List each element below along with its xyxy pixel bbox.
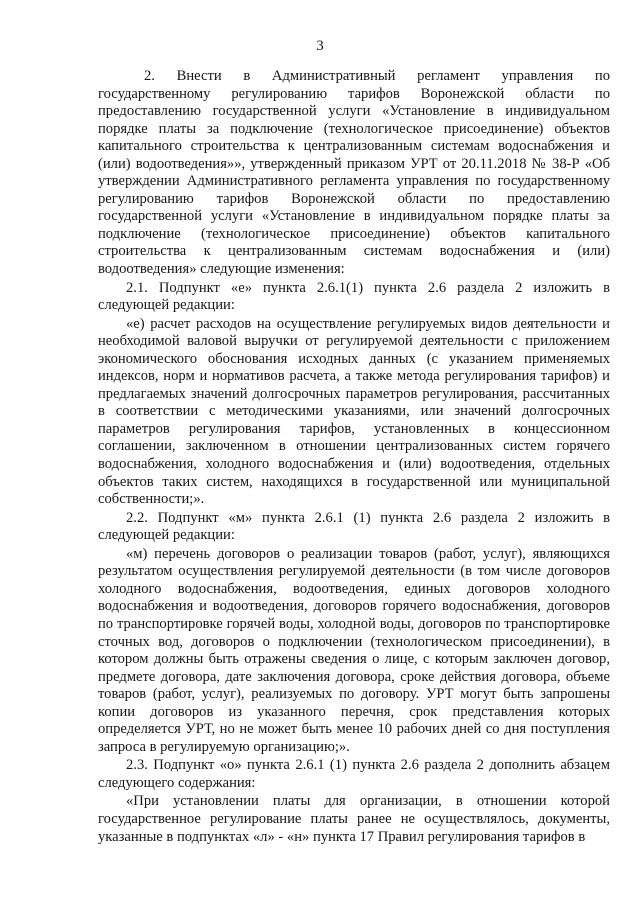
paragraph-subitem-2-2: 2.2. Подпункт «м» пункта 2.6.1 (1) пункта 2.6 раздела 2 изложить в следующей редакции:: [98, 509, 610, 544]
paragraph-quote-o: «При установлении платы для организации, в отношении которой государственное регулирование платы ранее не осуществлялось, документы, указанные в подпунктах «л» - «н» пункта 17 Правил регулирования тарифов в: [98, 793, 610, 845]
paragraph-subitem-2-3: 2.3. Подпункт «о» пункта 2.6.1 (1) пункта 2.6 раздела 2 дополнить абзацем следующего содержания:: [98, 757, 610, 791]
paragraph-quote-e: «е) расчет расходов на осуществление регулируемых видов деятельности и необходимой валовой выручки от регулируемой деятельности с приложением экономического обоснования исходных данных (с указанием применяемых индексов, норм и нормативов расчета, а также метода регулирования тарифов) и предлагаемых значений долгосрочных параметров регулирования, рассчитанных в соответствии с методическими указаниями, или значений долгосрочных параметров регулирования тарифов, установленных в концессионном соглашении, заключенном в отношении централизованных систем горячего водоснабжения, холодного водоснабжения и (или) водоотведения, отдельных объектов таких систем, находящихся в государственной или муниципальной собственности;».: [98, 315, 610, 508]
paragraph-item-2: 2. Внести в Административный регламент управления по государственному регулированию тарифов Воронежской области по предоставлению государственной услуги «Установление в индивидуальном порядке платы за подключение (технологическое присоединение) объектов капитального строительства к централизованным системам водоснабжения и (или) водоотведения»», утвержденный приказом УРТ от 20.11.2018 № 38-Р «Об утверждении Административного регламента управления по государственному регулированию тарифов Воронежской области по предоставлению государственной услуги «Установление в индивидуальном порядке платы за подключение (технологическое присоединение) объектов капитального строительства к централизованным системам водоснабжения и (или) водоотведения» следующие изменения:: [98, 68, 610, 278]
document-body: [98, 68, 610, 847]
paragraph-quote-m: «м) перечень договоров о реализации товаров (работ, услуг), являющихся результатом осуществления регулируемой деятельности (в том числе договоров холодного водоснабжения, водоотведения, единых договоров холодного водоснабжения и водоотведения, договоров горячего водоснабжения, договоров по транспортировке горячей воды, холодной воды, договоров по транспортировке сточных вод, договоров о подключении (технологическом присоединении), в котором должны быть отражены сведения о лице, с которым заключен договор, предмете договора, дате заключения договора, сроке действия договора, объеме товаров (работ, услуг), реализуемых по договору. УРТ могут быть запрошены копии договоров из указанного перечня, срок представления которых определяется УРТ, но не может быть менее 10 рабочих дней со дня поступления запроса в регулируемую организацию;».: [98, 545, 610, 755]
page-number: 3: [316, 38, 324, 54]
paragraph-subitem-2-1: 2.1. Подпункт «е» пункта 2.6.1(1) пункта 2.6 раздела 2 изложить в следующей редакции:: [98, 279, 610, 314]
